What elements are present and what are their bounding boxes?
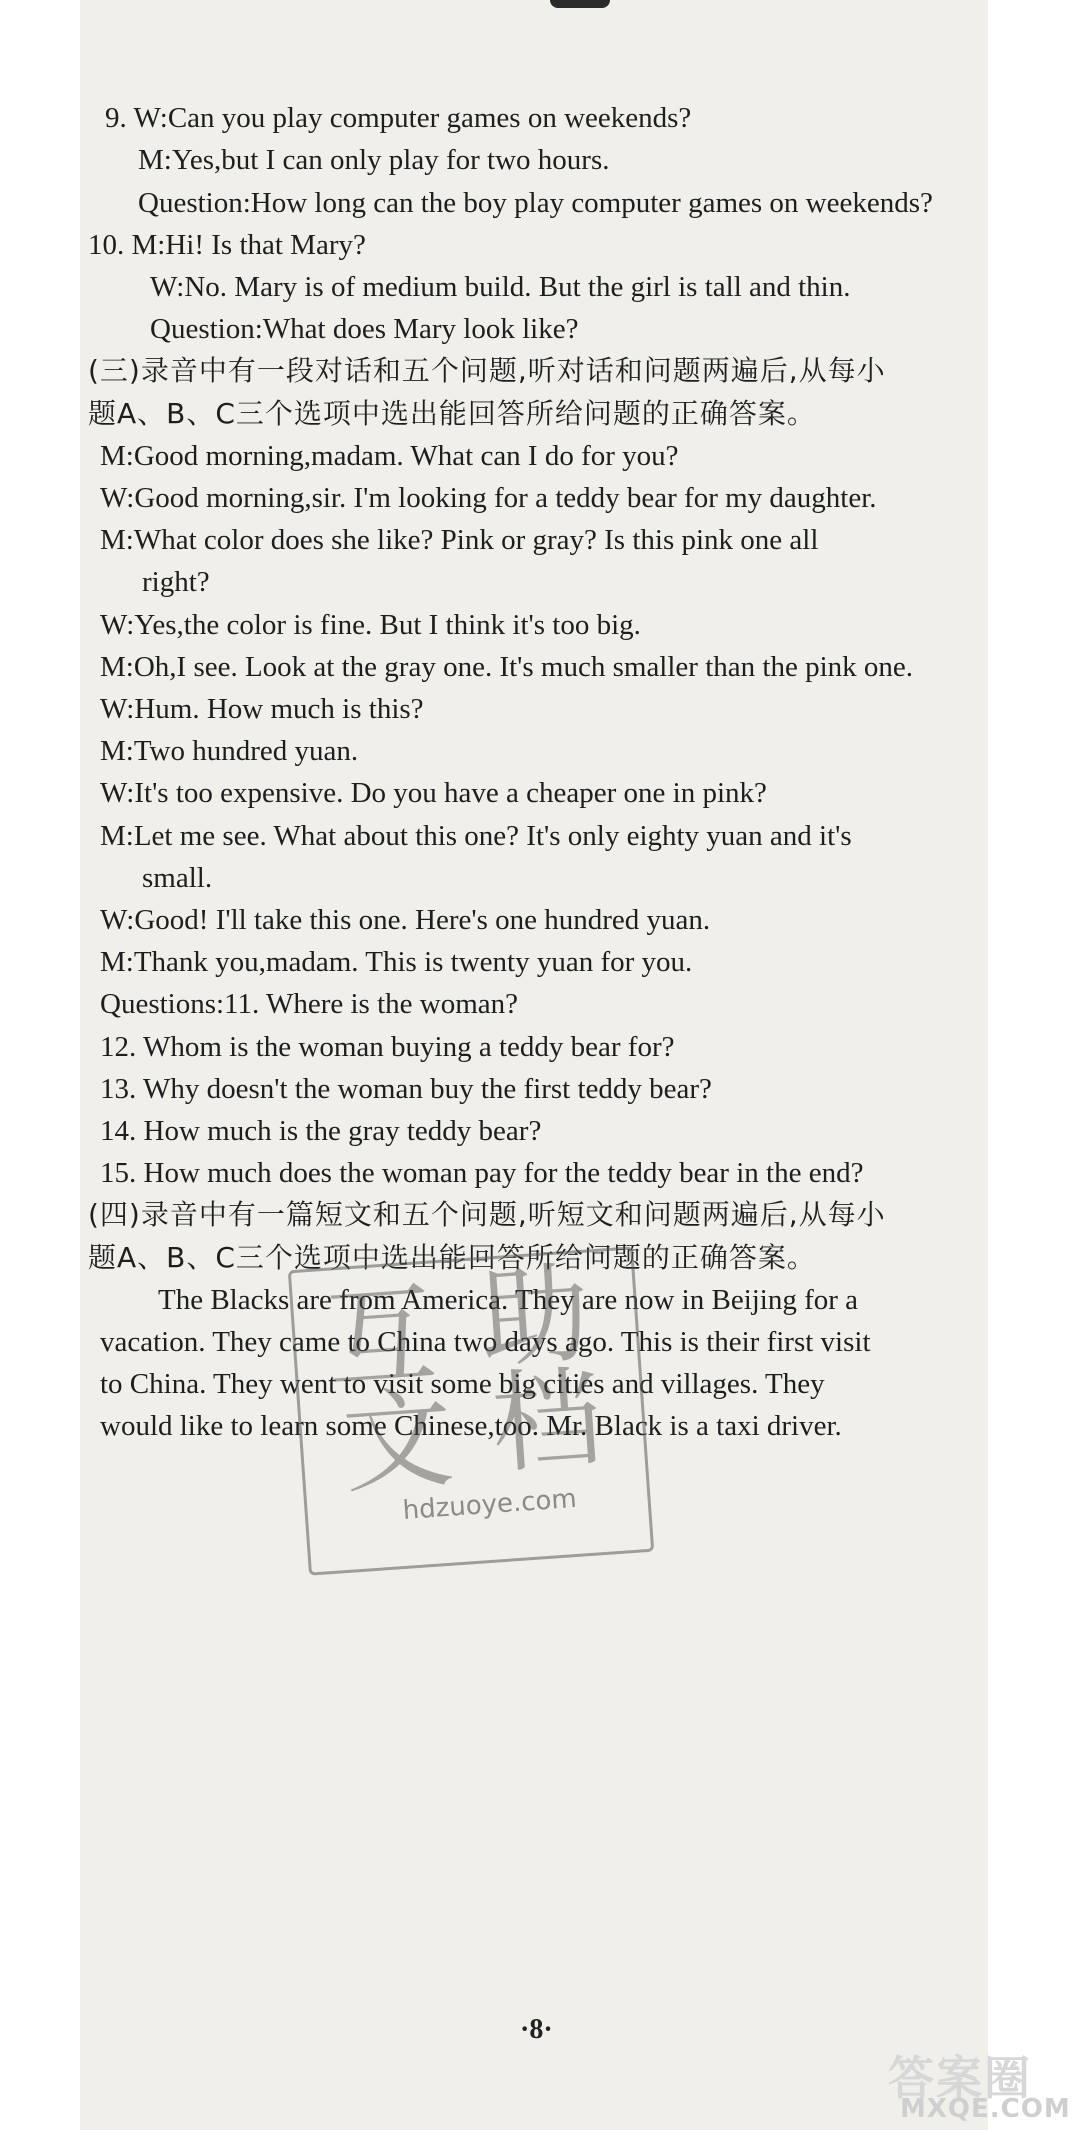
text-line: 14. How much is the gray teddy bear? [100, 1115, 542, 1147]
text-line: would like to learn some Chinese,too. Mr. Black is a taxi driver. [100, 1410, 842, 1442]
corner-logo [880, 2042, 1080, 2130]
text-line: right? [142, 566, 210, 598]
text-line: M:What color does she like? Pink or gray? Is this pink one all [100, 524, 819, 556]
section-heading: (三)录音中有一段对话和五个问题,听对话和问题两遍后,从每小 [88, 354, 886, 387]
watermark-char: 档 [487, 1353, 607, 1489]
text-line: 9. W:Can you play computer games on weekends? [105, 102, 692, 134]
corner-logo-text: 答案圈 [888, 2051, 1032, 2105]
watermark-char: 助 [475, 1248, 594, 1385]
text-line: M:Oh,I see. Look at the gray one. It's much smaller than the pink one. [100, 651, 913, 683]
text-line: The Blacks are from America. They are now in Beijing for a [158, 1284, 859, 1316]
text-line: small. [142, 862, 213, 894]
text-line: 13. Why doesn't the woman buy the first teddy bear? [100, 1073, 712, 1105]
text-line: W:It's too expensive. Do you have a cheaper one in pink? [100, 777, 767, 809]
watermark-char: 文 [338, 1373, 458, 1509]
text-line: M:Two hundred yuan. [100, 735, 359, 767]
corner-logo-url: MXQE.COM [900, 2094, 1071, 2124]
section-heading: 题A、B、C三个选项中选出能回答所给问题的正确答案。 [88, 1241, 816, 1274]
text-line: W:Good! I'll take this one. Here's one hundred yuan. [100, 904, 711, 936]
left-margin [0, 0, 80, 2130]
text-line: W:Hum. How much is this? [100, 693, 424, 725]
text-line: 12. Whom is the woman buying a teddy bear for? [100, 1031, 675, 1063]
text-line: 10. M:Hi! Is that Mary? [88, 229, 366, 261]
watermark-char: 互 [321, 1269, 440, 1405]
text-line: M:Thank you,madam. This is twenty yuan for you. [100, 946, 693, 978]
text-line: M:Yes,but I can only play for two hours. [138, 144, 610, 176]
page-number: ·8· [520, 2014, 553, 2045]
text-line: M:Let me see. What about this one? It's only eighty yuan and it's [100, 820, 852, 852]
text-line: 15. How much does the woman pay for the teddy bear in the end? [100, 1157, 864, 1189]
watermark-stamp [288, 1246, 655, 1575]
section-heading: 题A、B、C三个选项中选出能回答所给问题的正确答案。 [88, 397, 816, 430]
text-line: W:No. Mary is of medium build. But the girl is tall and thin. [150, 271, 851, 303]
text-line: M:Good morning,madam. What can I do for you? [100, 440, 679, 472]
right-margin [988, 0, 1080, 2130]
text-line: W:Yes,the color is fine. But I think it's too big. [100, 609, 641, 641]
text-line: Question:How long can the boy play computer games on weekends? [138, 187, 933, 219]
text-line: Question:What does Mary look like? [150, 313, 579, 345]
text-line: vacation. They came to China two days ago. This is their first visit [100, 1326, 871, 1358]
watermark-url: hdzuoye.com [401, 1483, 578, 1526]
text-line: W:Good morning,sir. I'm looking for a teddy bear for my daughter. [100, 482, 877, 514]
text-line: Questions:11. Where is the woman? [100, 988, 518, 1020]
section-heading: (四)录音中有一篇短文和五个问题,听短文和问题两遍后,从每小 [88, 1198, 886, 1231]
text-line: to China. They went to visit some big cities and villages. They [100, 1368, 825, 1400]
top-binding-shadow [550, 0, 610, 8]
